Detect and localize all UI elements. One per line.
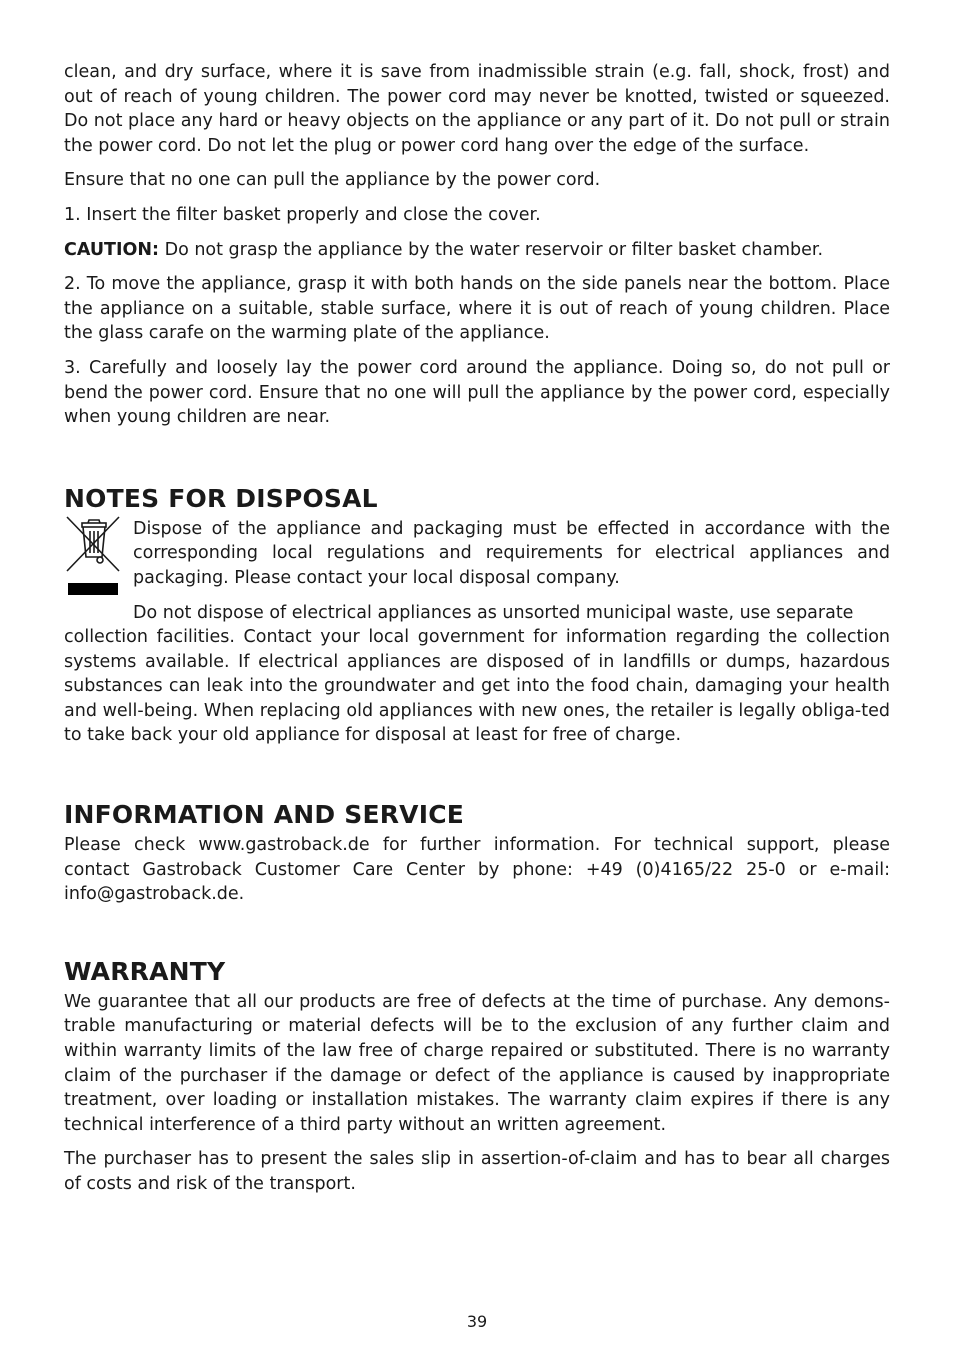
warranty-heading: WARRANTY bbox=[64, 956, 226, 986]
caution-note bbox=[64, 238, 890, 263]
step-3: 3. Carefully and loosely lay the power cord around the appliance. Doing so, do not pull or bend the power cord. Ensure that no one will pull the appliance by the power cord, especially when young children are near. bbox=[64, 357, 890, 428]
disposal-paragraph-regulations: Dispose of the appliance and packaging must be effected in accordance with the corresponding local regulations and requirements for electrical appliances and packaging. Please contact your local disposal company. bbox=[133, 518, 890, 588]
caution-label: CAUTION: bbox=[64, 239, 160, 260]
disposal-body bbox=[64, 517, 890, 748]
information-heading: INFORMATION AND SERVICE bbox=[64, 800, 465, 830]
disposal-paragraph-first-line: Do not dispose of electrical appliances as unsorted municipal waste, use separate bbox=[133, 602, 854, 623]
disposal-section bbox=[64, 484, 890, 748]
warranty-body bbox=[64, 990, 890, 1197]
step-1: 1. Insert the filter basket properly and close the cover. bbox=[64, 204, 541, 225]
intro-paragraph-power-cord: Ensure that no one can pull the appliance by the power cord. bbox=[64, 170, 601, 191]
information-paragraph: Please check www.gastroback.de for further information. For technical support, please contact Gastroback Customer Care Center by phone: +49 (0)4165/22 25-0 or e-mail: info@gastroback.de. bbox=[64, 835, 890, 905]
caution-text: Do not grasp the appliance by the water reservoir or filter basket chamber. bbox=[159, 239, 824, 260]
manual-page bbox=[64, 60, 890, 1207]
page-number: 39 bbox=[466, 1312, 488, 1331]
warranty-paragraph-guarantee: We guarantee that all our products are free of defects at the time of purchase. Any demons-trable manufacturing or material defects will be to the exclusion of any further claim and within warranty limits of the law free of charge repaired or substituted. There is no warranty claim of the purchaser if the damage or defect of the appliance is caused by inappropriate treatment, over loading or installation mistakes. The warranty claim expires if there is any technical interference of a third party without an written agreement. bbox=[64, 991, 890, 1135]
intro-paragraph-surface: clean, and dry surface, where it is save from inadmissible strain (e.g. fall, shock, frost) and out of reach of young children. The power cord may never be knotted, twisted or squeezed. Do not place any hard or heavy objects on the appliance or any part of it. Do not pull or strain the power cord. Do not let the plug or power cord hang over the edge of the surface. bbox=[64, 62, 890, 156]
disposal-paragraph-waste: collection facilities. Contact your local government for information regarding the collection systems available. If electrical appliances are disposed of in landfills or dumps, hazardous substances can leak into the groundwater and get into the food chain, damaging your health and well-being. When replacing old appliances with new ones, the retailer is legally obliga-ted to take back your old appliance for disposal at least for free of charge. bbox=[64, 627, 890, 746]
step-2: 2. To move the appliance, grasp it with both hands on the side panels near the bottom. Place the appliance on a suitable, stable surface, where it is out of reach of young children. Place the glass carafe on the warming plate of the appliance. bbox=[64, 274, 890, 344]
disposal-heading: NOTES FOR DISPOSAL bbox=[64, 483, 378, 513]
information-section bbox=[64, 800, 890, 907]
crossed-out-wheelie-bin-icon bbox=[64, 513, 122, 603]
intro-section bbox=[64, 60, 890, 430]
warranty-section bbox=[64, 957, 890, 1197]
information-body bbox=[64, 833, 890, 907]
warranty-paragraph-sales-slip: The purchaser has to present the sales slip in assertion-of-claim and has to bear all charges of costs and risk of the transport. bbox=[64, 1149, 890, 1194]
